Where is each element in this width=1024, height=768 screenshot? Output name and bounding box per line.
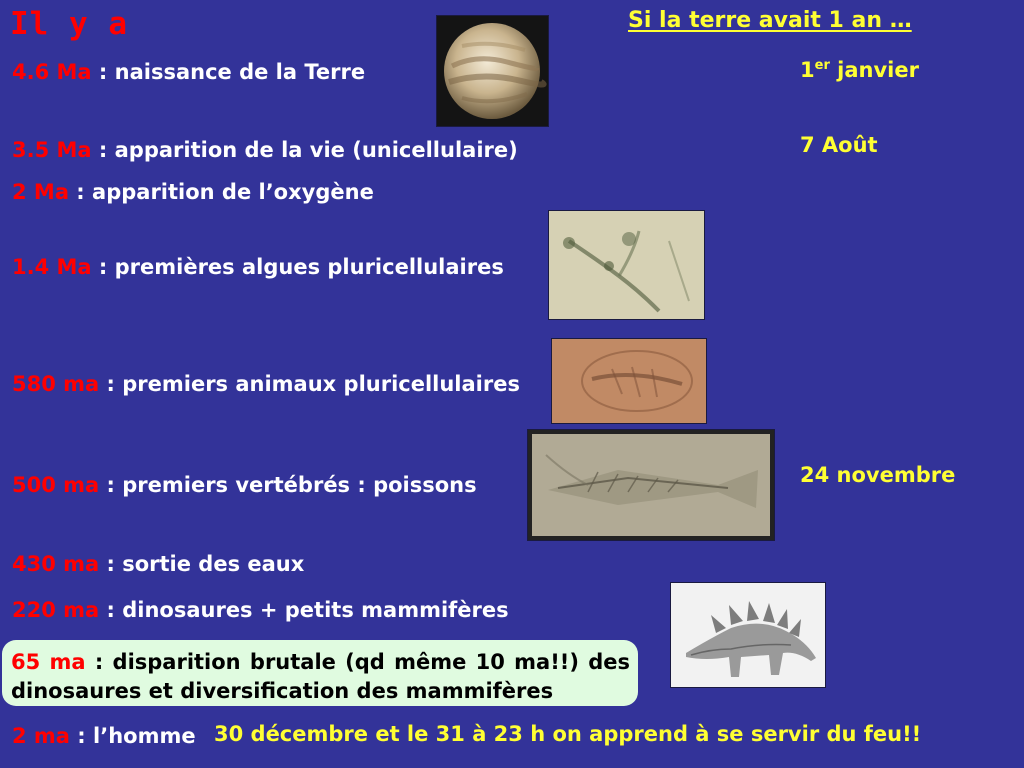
event-date: 2 Ma — [12, 180, 69, 204]
event-description: l’homme — [93, 724, 196, 748]
calendar-dec: 30 décembre et le 31 à 23 h on apprend à se servir du feu!! — [214, 722, 922, 746]
fish-fossil-image — [527, 429, 775, 541]
event-description: apparition de l’oxygène — [92, 180, 374, 204]
event-date: 1.4 Ma — [12, 255, 92, 279]
event-separator: : — [91, 255, 115, 279]
calendar-jan-superscript: er — [814, 58, 830, 73]
event-date: 65 ma — [11, 650, 86, 674]
event-row — [12, 598, 509, 622]
calendar-jan-number: 1 — [800, 58, 815, 82]
event-date: 4.6 Ma — [12, 60, 92, 84]
event-row — [12, 60, 365, 84]
event-description: disparition brutale (qd même 10 ma!!) des dinosaures et diversification des mammifères — [11, 650, 631, 703]
event-date: 3.5 Ma — [12, 138, 92, 162]
event-row — [12, 138, 518, 162]
event-row — [12, 473, 477, 497]
event-row — [12, 552, 304, 576]
extinction-highlight-box — [2, 640, 638, 706]
event-date: 500 ma — [12, 473, 100, 497]
event-separator: : — [69, 724, 94, 748]
event-row — [12, 372, 520, 396]
event-separator: : — [69, 180, 93, 204]
event-separator: : — [99, 598, 123, 622]
event-separator: : — [85, 650, 113, 674]
event-row — [12, 180, 374, 204]
planet-image — [436, 15, 549, 127]
event-description: premiers vertébrés : poissons — [122, 473, 477, 497]
event-date: 430 ma — [12, 552, 100, 576]
calendar-jan — [800, 58, 919, 82]
event-separator: : — [99, 372, 123, 396]
event-separator: : — [99, 552, 123, 576]
event-description: premières algues pluricellulaires — [114, 255, 504, 279]
event-description: apparition de la vie (unicellulaire) — [114, 138, 518, 162]
stegosaurus-image — [670, 582, 826, 688]
page-title: Il y a — [10, 6, 128, 42]
event-date: 2 ma — [12, 724, 70, 748]
calendar-aug: 7 Août — [800, 133, 878, 157]
event-separator: : — [99, 473, 123, 497]
algae-fossil-image — [548, 210, 705, 320]
event-separator: : — [91, 138, 115, 162]
animal-fossil-image — [551, 338, 707, 424]
event-date: 580 ma — [12, 372, 100, 396]
event-description: naissance de la Terre — [114, 60, 366, 84]
event-row — [12, 724, 196, 748]
event-date: 220 ma — [12, 598, 100, 622]
event-description: sortie des eaux — [122, 552, 305, 576]
event-row — [12, 255, 504, 279]
event-description: dinosaures + petits mammifères — [122, 598, 509, 622]
calendar-nov: 24 novembre — [800, 463, 956, 487]
calendar-jan-month: janvier — [829, 58, 919, 82]
event-separator: : — [91, 60, 115, 84]
calendar-heading: Si la terre avait 1 an … — [628, 8, 912, 33]
event-description: premiers animaux pluricellulaires — [122, 372, 520, 396]
